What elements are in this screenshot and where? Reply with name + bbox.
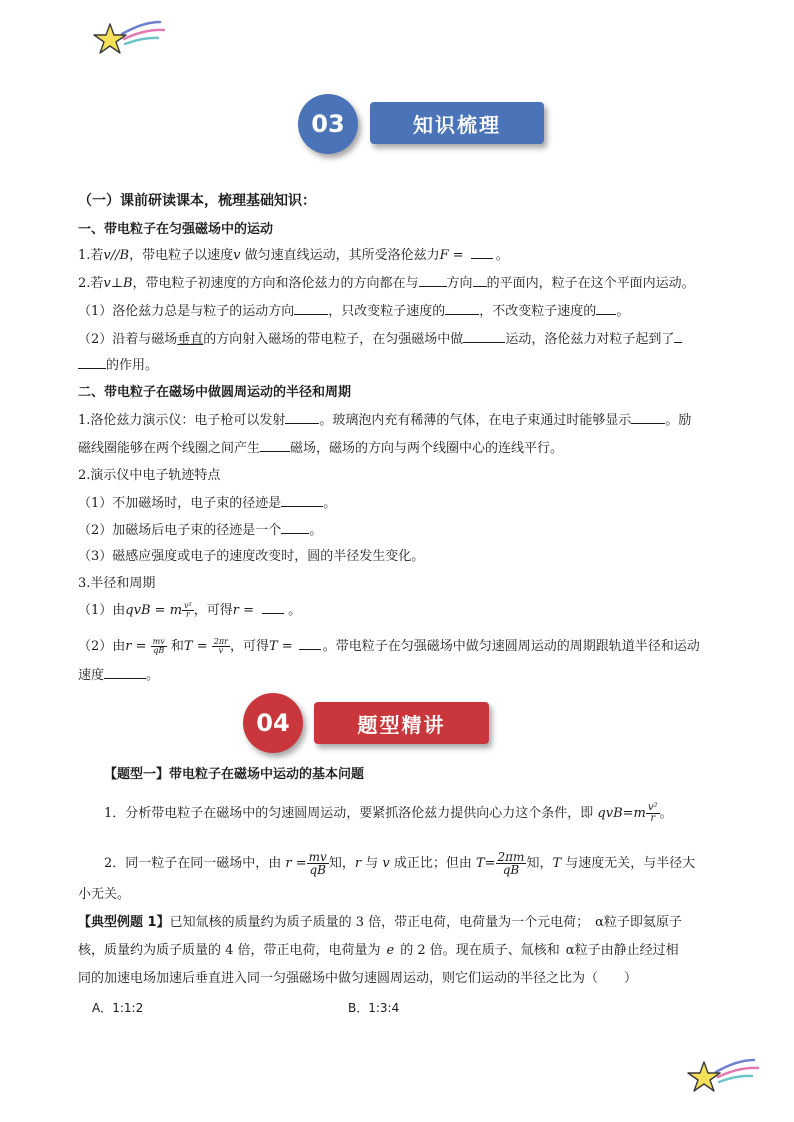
section-04-number-badge: 04 <box>243 693 303 753</box>
shooting-star-icon <box>682 1050 762 1100</box>
paragraph-2: 2.若v⊥B，带电粒子初速度的方向和洛伦兹力的方向都在与 方向 的平面内，粒子在这个平面内运动。 <box>78 276 695 291</box>
paragraph-1: 1.若v//B，带电粒子以速度v 做匀速直线运动，其所受洛伦兹力F = 。 <box>78 248 509 263</box>
example-1-line-3: 同的加速电场加速后垂直进入同一匀强磁场中做匀速圆周运动，则它们运动的半径之比为（ ） <box>78 971 638 986</box>
paragraph-6: 磁线圈能够在两个线圈之间产生 磁场，磁场的方向与两个线圈中心的连线平行。 <box>78 441 564 456</box>
heading-2: 二、带电粒子在磁场中做圆周运动的半径和周期 <box>78 385 352 400</box>
paragraph-8: （1）不加磁场时，电子束的径迹是 。 <box>78 496 337 511</box>
section-03-title-bar: 知识梳理 <box>370 102 544 144</box>
heading-1: 一、带电粒子在匀强磁场中的运动 <box>78 222 274 237</box>
paragraph-13: （2）由r = $\frac{mv}{qB}$ 和T = $\frac{2\pi r}{v}$ ，可得T = 。带电粒子在匀强磁场中做匀速圆周运动的周期跟轨道半径和运动 <box>78 637 700 655</box>
method-1: 1．分析带电粒子在磁场中的匀速圆周运动，要紧抓洛伦兹力提供向心力这个条件，即 qvB=m $\frac{\text{v²}}{r}$ 。 <box>104 802 673 824</box>
section-03-number-badge: 03 <box>298 94 358 154</box>
paragraph-4: （2）沿着与磁场垂直的方向射入磁场的带电粒子，在匀强磁场中做 运动，洛伦兹力对粒子起到了 <box>78 330 682 349</box>
paragraph-3: （1）洛伦兹力总是与粒子的运动方向 ，只改变粒子速度的 ，不改变粒子速度的 。 <box>78 304 630 319</box>
option-a[interactable]: A．1:1:2 <box>92 1001 144 1015</box>
type-heading: 【题型一】带电粒子在磁场中运动的基本问题 <box>104 767 365 782</box>
paragraph-12: （1）由qvB = m $\frac{\text{v²}}{r}$ ，可得r = 。 <box>78 601 302 619</box>
shooting-star-icon <box>88 14 168 64</box>
example-1-line-1: 【典型例题 1】已知氚核的质量约为质子质量的 3 倍，带正电荷，电荷量为一个元电荷； α粒子即氦原子 <box>78 915 682 930</box>
paragraph-9: （2）加磁场后电子束的径迹是一个 。 <box>78 523 323 538</box>
method-2-cont: 小无关。 <box>78 887 131 902</box>
example-1-line-2: 核，质量约为质子质量的 4 倍，带正电荷，电荷量为 e 的 2 倍。现在质子、氚核和 α粒子由静止经过相 <box>78 943 679 958</box>
paragraph-14: 速度 。 <box>78 668 160 683</box>
paragraph-7: 2.演示仪中电子轨迹特点 <box>78 468 221 483</box>
section-1-heading: （一）课前研读课本，梳理基础知识： <box>78 193 316 209</box>
option-b[interactable]: B．1:3:4 <box>348 1001 400 1015</box>
paragraph-5: 1.洛伦兹力演示仪：电子枪可以发射 。玻璃泡内充有稀薄的气体，在电子束通过时能够显示 。励 <box>78 413 692 428</box>
fraction-v2-over-r: $\frac{\text{v²}}{r}$ <box>184 601 192 619</box>
paragraph-11: 3.半径和周期 <box>78 576 156 591</box>
section-04-title-bar: 题型精讲 <box>314 702 489 744</box>
method-2: 2．同一粒子在同一磁场中，由 r = $\frac{mv}{qB}$ 知，r 与 v 成正比；但由 T= $\frac{2\pi m}{qB}$ 知，T 与速度无关，与半径大 <box>104 850 696 877</box>
paragraph-10: （3）磁感应强度或电子的速度改变时，圆的半径发生变化。 <box>78 549 425 564</box>
paragraph-4-cont: 的作用。 <box>78 356 158 375</box>
